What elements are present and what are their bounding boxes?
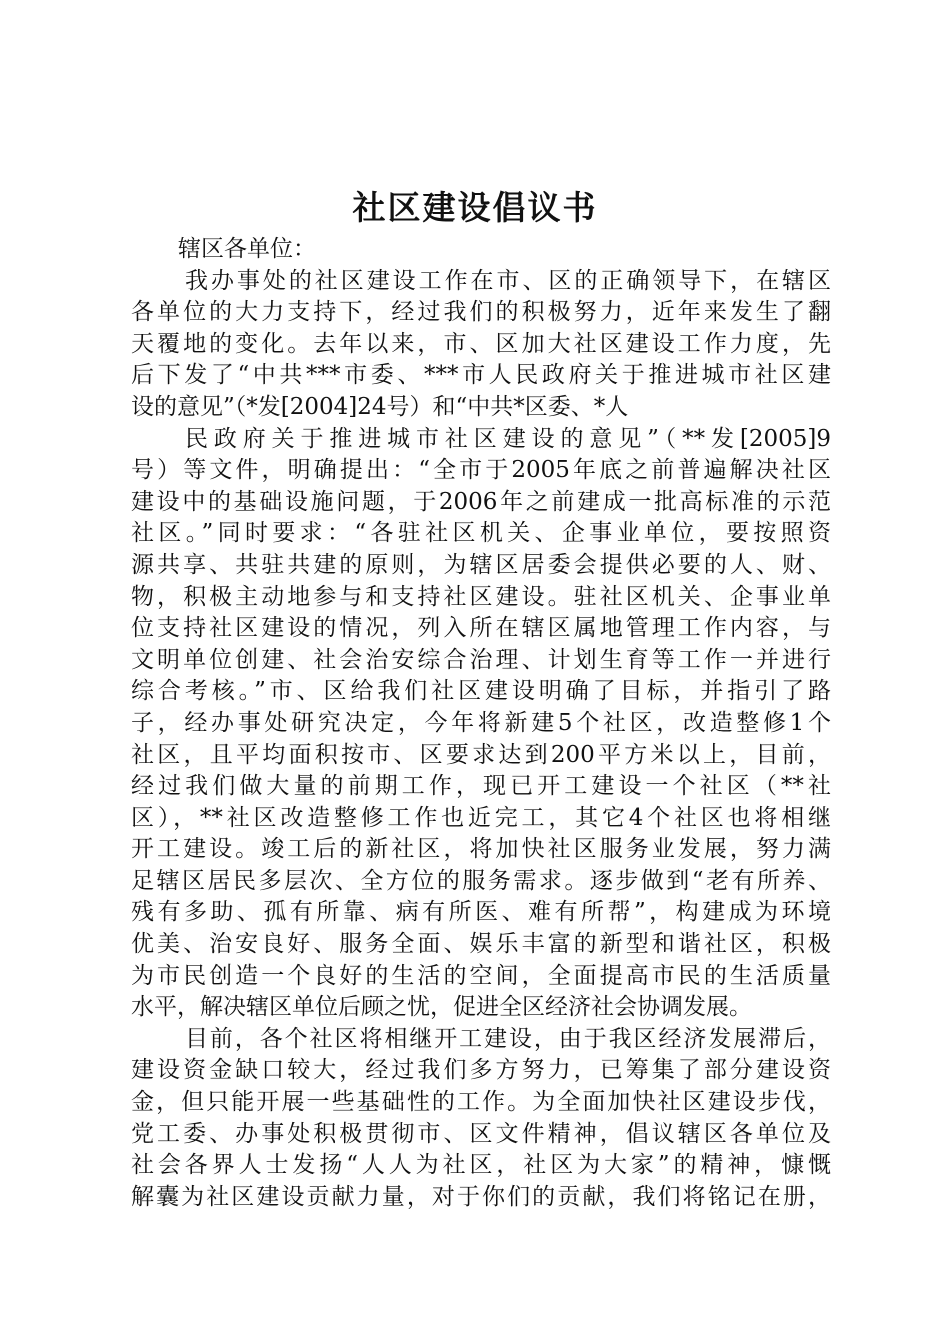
text-line: 子，经办事处研究决定，今年将新建5个社区，改造整修1个 bbox=[131, 709, 831, 736]
text-line: 各单位的大力支持下，经过我们的积极努力，近年来发生了翻 bbox=[131, 299, 831, 326]
text-line: 残有多助、孤有所靠、病有所医、难有所帮”，构建成为环境 bbox=[131, 899, 831, 926]
text-line: 建设中的基础设施问题，于2006年之前建成一批高标准的示范 bbox=[131, 488, 831, 515]
text-line: 目前，各个社区将相继开工建设，由于我区经济发展滞后， bbox=[185, 1025, 831, 1052]
document-title: 社区建设倡议书 bbox=[352, 188, 598, 227]
text-line: 文明单位创建、社会治安综合治理、计划生育等工作一并进行 bbox=[131, 646, 831, 673]
text-line: 金，但只能开展一些基础性的工作。为全面加快社区建设步伐， bbox=[131, 1089, 831, 1116]
text-line: 区），**社区改造整修工作也近完工，其它4个社区也将相继 bbox=[131, 804, 831, 831]
text-line: 建设资金缺口较大，经过我们多方努力，已筹集了部分建设资 bbox=[131, 1057, 831, 1084]
text-line: 物，积极主动地参与和支持社区建设。驻社区机关、企事业单 bbox=[131, 583, 831, 610]
text-line: 经过我们做大量的前期工作，现已开工建设一个社区（**社 bbox=[131, 773, 831, 800]
text-line: 我办事处的社区建设工作在市、区的正确领导下，在辖区 bbox=[185, 267, 831, 294]
text-line: 开工建设。竣工后的新社区，将加快社区服务业发展，努力满 bbox=[131, 836, 831, 863]
text-line: 社会各界人士发扬“人人为社区，社区为大家”的精神，慷慨 bbox=[131, 1152, 831, 1179]
document-body bbox=[131, 234, 831, 1213]
text-line: 辖区各单位： bbox=[178, 236, 316, 262]
text-line: 综合考核。”市、区给我们社区建设明确了目标，并指引了路 bbox=[131, 678, 831, 705]
text-line: 民政府关于推进城市社区建设的意见”（**发[2005]9 bbox=[185, 425, 831, 452]
text-line: 为市民创造一个良好的生活的空间，全面提高市民的生活质量 bbox=[131, 962, 831, 989]
text-line: 位支持社区建设的情况，列入所在辖区属地管理工作内容，与 bbox=[131, 615, 831, 642]
text-line: 天覆地的变化。去年以来，市、区加大社区建设工作力度，先 bbox=[131, 330, 831, 357]
text-line: 党工委、办事处积极贯彻市、区文件精神，倡议辖区各单位及 bbox=[131, 1120, 831, 1147]
text-line: 后下发了“中共***市委、***市人民政府关于推进城市社区建 bbox=[131, 362, 831, 389]
text-line: 解囊为社区建设贡献力量，对于你们的贡献，我们将铭记在册， bbox=[131, 1183, 831, 1210]
text-line: 社区。”同时要求：“各驻社区机关、企事业单位，要按照资 bbox=[131, 520, 831, 547]
text-line: 足辖区居民多层次、全方位的服务需求。逐步做到“老有所养、 bbox=[131, 867, 831, 894]
text-line: 号）等文件，明确提出：“全市于2005年底之前普遍解决社区 bbox=[131, 457, 831, 484]
text-line: 设的意见”（*发[2004]24号）和“中共*区委、*人 bbox=[131, 393, 629, 420]
text-line: 社区，且平均面积按市、区要求达到200平方米以上，目前， bbox=[131, 741, 831, 768]
text-line: 源共享、共驻共建的原则，为辖区居委会提供必要的人、财、 bbox=[131, 551, 831, 578]
text-line: 水平，解决辖区单位后顾之忧，促进全区经济社会协调发展。 bbox=[131, 994, 752, 1021]
text-line: 优美、治安良好、服务全面、娱乐丰富的新型和谐社区，积极 bbox=[131, 931, 831, 958]
